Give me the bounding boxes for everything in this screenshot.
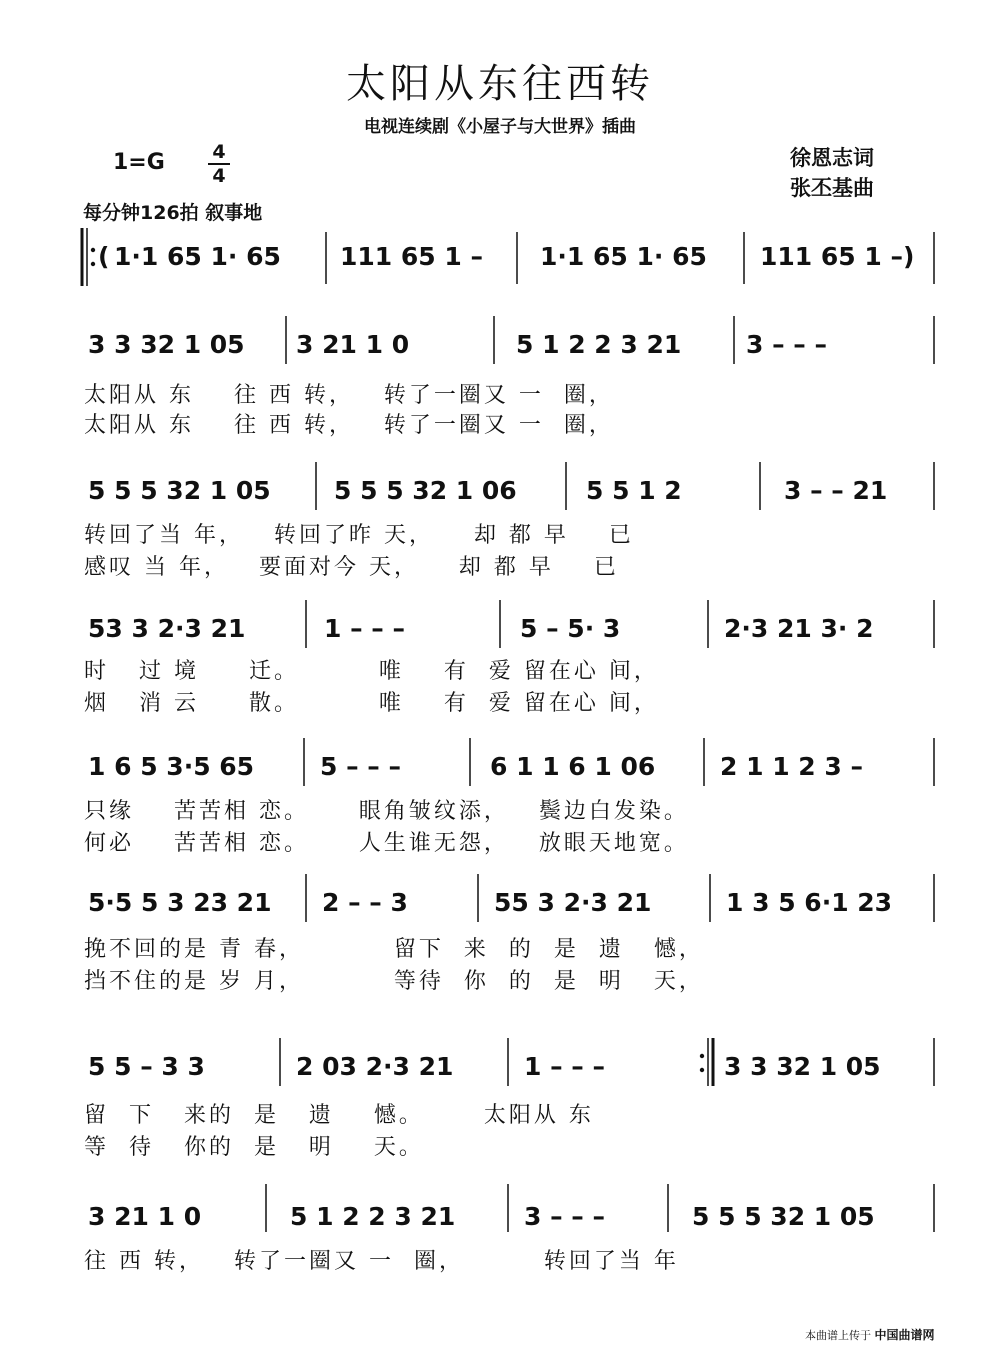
- measure: 5 1 2 2 3 21: [516, 330, 682, 359]
- notation-line: [80, 312, 940, 382]
- measure: 5 1 2 2 3 21: [290, 1202, 456, 1231]
- measure: 5 5 5 32 1 05: [692, 1202, 875, 1231]
- notation-line: [80, 1180, 940, 1250]
- footer-site[interactable]: 中国曲谱网: [874, 1328, 935, 1342]
- measure: 5 5 5 32 1 06: [334, 476, 517, 505]
- measure: 2 03 2·3 21: [296, 1052, 454, 1081]
- key-signature: 1=G: [113, 150, 165, 175]
- measure: 3 – – –: [746, 330, 828, 359]
- lyric-line: 时 过 境 迁。 唯 有 爱 留在心 间，: [84, 659, 659, 684]
- notation-line: [80, 228, 940, 298]
- composer-credit: 张丕基曲: [790, 176, 874, 200]
- lyric-line: 感叹 当 年， 要面对今 天， 却 都 早 已: [84, 555, 619, 580]
- lyric-line: 留 下 来的 是 遗 憾。 太阳从 东: [84, 1103, 594, 1128]
- time-signature-bottom: 4: [212, 165, 226, 187]
- measure: 1·1 65 1· 65: [540, 242, 707, 271]
- lyric-line: 太阳从 东 往 西 转， 转了一圈又 一 圈，: [84, 383, 614, 408]
- tempo-marking: 每分钟126拍 叙事地: [83, 202, 263, 224]
- measure: 6 1 1 6 1 06: [490, 752, 656, 781]
- measure: 111 65 1 –: [340, 242, 483, 271]
- measure: 3 3 32 1 05: [724, 1052, 881, 1081]
- notation-line: [80, 870, 940, 940]
- measure: 5 – – –: [320, 752, 402, 781]
- lyric-line: 太阳从 东 往 西 转， 转了一圈又 一 圈，: [84, 413, 614, 438]
- measure: 1·1 65 1· 65: [114, 242, 281, 271]
- time-signature: [208, 142, 230, 186]
- lyric-line: 转回了当 年， 转回了昨 天， 却 都 早 已: [84, 523, 634, 548]
- footer-text: 本曲谱上传于: [805, 1329, 871, 1342]
- measure: 1 6 5 3·5 65: [88, 752, 255, 781]
- song-subtitle: 电视连续剧《小屋子与大世界》插曲: [364, 117, 636, 137]
- measure: 3 – – –: [524, 1202, 606, 1231]
- measure: 1 – – –: [524, 1052, 606, 1081]
- measure: 1 – – –: [324, 614, 406, 643]
- measure: 5 5 1 2: [586, 476, 682, 505]
- measure: 3 3 32 1 05: [88, 330, 245, 359]
- lyric-line: 往 西 转， 转了一圈又 一 圈， 转回了当 年: [84, 1249, 679, 1274]
- measure: 2 – – 3: [322, 888, 408, 917]
- lyric-line: 挡不住的是 岁 月， 等待 你 的 是 明 天，: [84, 969, 704, 994]
- lyric-line: 何必 苦苦相 恋。 人生谁无怨， 放眼天地宽。: [84, 831, 689, 856]
- song-title: 太阳从东往西转: [346, 61, 654, 107]
- notation-line: [80, 1034, 940, 1104]
- measure: 5 5 5 32 1 05: [88, 476, 271, 505]
- measure: 5 5 – 3 3: [88, 1052, 205, 1081]
- measure: 1 3 5 6·1 23: [726, 888, 893, 917]
- lyric-line: 挽不回的是 青 春， 留下 来 的 是 遗 憾，: [84, 937, 704, 962]
- measure: 53 3 2·3 21: [88, 614, 246, 643]
- footer-credit: [805, 1326, 935, 1343]
- notation-text: (: [98, 242, 110, 271]
- time-signature-top: 4: [212, 141, 226, 163]
- measure: 5 – 5· 3: [520, 614, 621, 643]
- measure: 2·3 21 3· 2: [724, 614, 874, 643]
- measure: 3 21 1 0: [88, 1202, 202, 1231]
- measure: 55 3 2·3 21: [494, 888, 652, 917]
- measure: 5·5 5 3 23 21: [88, 888, 272, 917]
- lyricist-credit: 徐恩志词: [790, 146, 874, 170]
- lyric-line: 烟 消 云 散。 唯 有 爱 留在心 间，: [84, 691, 659, 716]
- lyric-line: 等 待 你的 是 明 天。: [84, 1135, 424, 1160]
- measure: 3 – – 21: [784, 476, 888, 505]
- lyric-line: 只缘 苦苦相 恋。 眼角皱纹添， 鬓边白发染。: [84, 799, 689, 824]
- measure: 111 65 1 –): [760, 242, 915, 271]
- measure: 3 21 1 0: [296, 330, 410, 359]
- measure: 2 1 1 2 3 –: [720, 752, 863, 781]
